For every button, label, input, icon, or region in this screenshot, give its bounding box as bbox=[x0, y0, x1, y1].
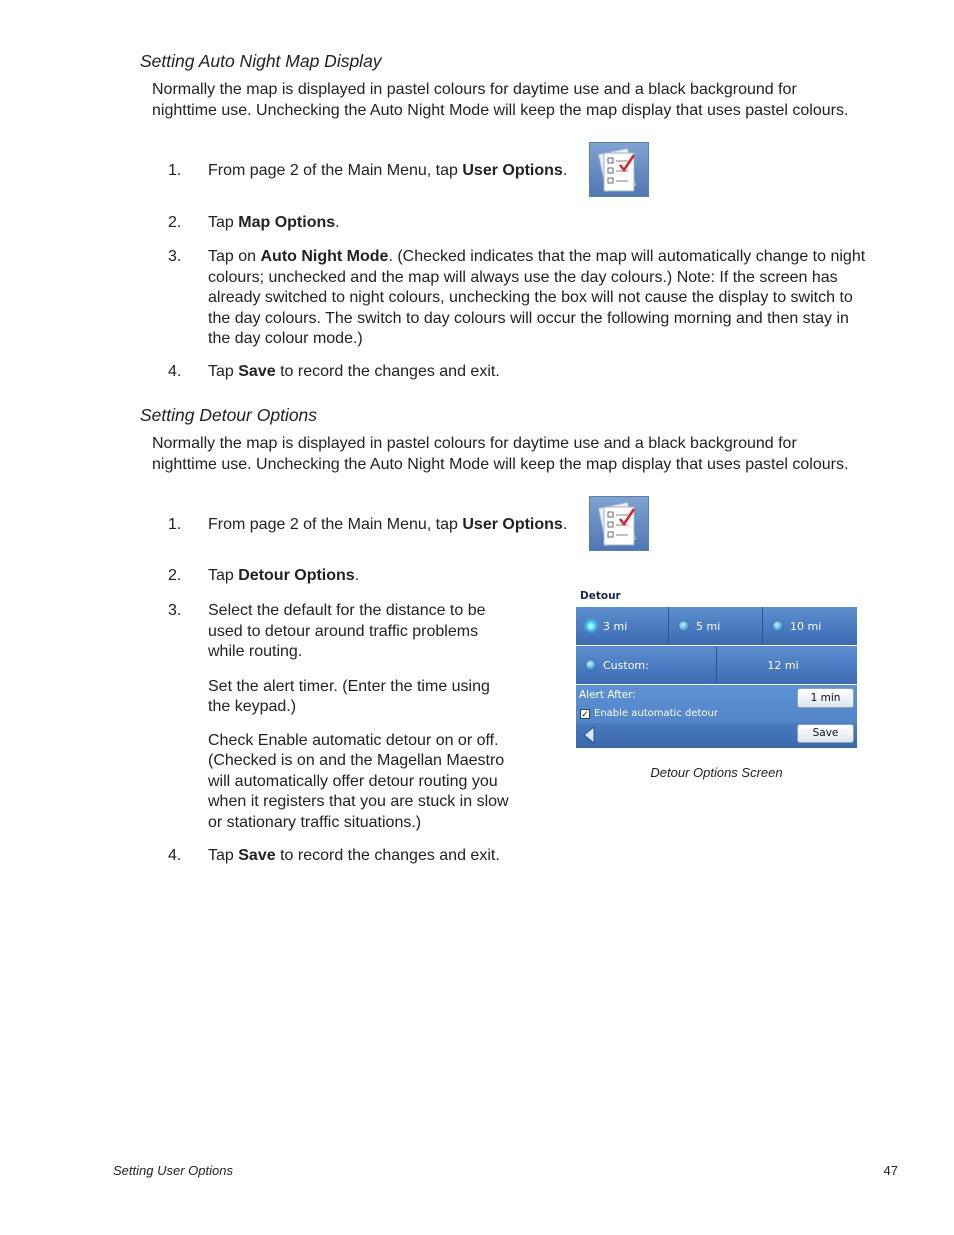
step-2 bbox=[168, 213, 928, 235]
distance-row bbox=[576, 607, 857, 645]
radio-selected-icon bbox=[586, 621, 596, 631]
ui-term: User Options bbox=[462, 162, 563, 179]
intro-line: nighttime use. Unchecking the Auto Night Mode will keep the map display that uses pastel colours. bbox=[152, 455, 849, 473]
enable-detour-checkbox[interactable]: ✓ bbox=[581, 710, 589, 720]
step-text: Tap Detour Options. bbox=[208, 567, 360, 584]
step-4 bbox=[168, 846, 668, 868]
intro-line: Normally the map is displayed in pastel colours for daytime use and a black background for bbox=[152, 81, 797, 98]
ui-term: Save bbox=[238, 847, 276, 864]
alert-timer-button[interactable]: 1 min bbox=[797, 688, 854, 708]
step-text: Tap Save to record the changes and exit. bbox=[208, 363, 500, 380]
ui-term: Auto Night Mode bbox=[260, 248, 389, 265]
radio-option-10mi[interactable]: 10 mi bbox=[763, 607, 857, 645]
user-options-icon bbox=[589, 142, 649, 197]
step-number: 3. bbox=[168, 602, 182, 619]
step-3 bbox=[168, 601, 548, 841]
step-number: 4. bbox=[168, 363, 182, 380]
step-number: 3. bbox=[168, 248, 182, 265]
step-number: 1. bbox=[168, 162, 182, 179]
custom-distance-value[interactable]: 12 mi bbox=[767, 658, 799, 672]
step-1 bbox=[168, 161, 928, 183]
footer-section-title: Setting User Options bbox=[113, 1163, 233, 1178]
user-options-icon bbox=[589, 496, 649, 551]
detour-options-screenshot bbox=[576, 588, 857, 748]
step-number: 1. bbox=[168, 516, 182, 533]
save-button[interactable]: Save bbox=[797, 724, 854, 743]
radio-option-3mi[interactable]: 3 mi bbox=[576, 607, 669, 645]
step-text: From page 2 of the Main Menu, tap User Options. bbox=[208, 516, 568, 533]
step-4 bbox=[168, 362, 928, 384]
radio-icon bbox=[586, 660, 596, 670]
ui-term: Map Options bbox=[238, 214, 336, 231]
step-text: Select the default for the distance to be used to detour around traffic problems while routing. Set the alert timer. (Enter the time using the keypad.) Check Enable automatic detour on or off. (Checked is on and the Magellan Maestro will automatically offer detour routing you when it registers that you are stuck in slow or stationary traffic situations.) bbox=[208, 602, 509, 831]
ui-term: User Options bbox=[462, 516, 563, 533]
radio-option-5mi[interactable]: 5 mi bbox=[669, 607, 763, 645]
custom-row bbox=[576, 646, 857, 684]
step-number: 4. bbox=[168, 847, 182, 864]
intro-line: Normally the map is displayed in pastel colours for daytime use and a black background for bbox=[152, 435, 797, 452]
intro-line: nighttime use. Unchecking the Auto Night Mode will keep the map display that uses pastel colours. bbox=[152, 101, 849, 119]
screen-title: Detour bbox=[580, 590, 621, 602]
radio-option-custom[interactable]: Custom: bbox=[576, 646, 717, 684]
figure-caption: Detour Options Screen bbox=[650, 765, 783, 780]
step-2 bbox=[168, 566, 668, 588]
step-text: Tap Save to record the changes and exit. bbox=[208, 847, 500, 864]
step-number: 2. bbox=[168, 567, 182, 584]
alert-panel bbox=[576, 685, 857, 748]
back-arrow-icon[interactable] bbox=[582, 726, 596, 744]
page-number: 47 bbox=[883, 1163, 898, 1178]
section-heading-detour: Setting Detour Options bbox=[140, 405, 318, 425]
step-3 bbox=[168, 247, 928, 351]
step-1 bbox=[168, 515, 928, 537]
section-heading-auto-night: Setting Auto Night Map Display bbox=[140, 51, 382, 71]
step-number: 2. bbox=[168, 214, 182, 231]
ui-term: Detour Options bbox=[238, 567, 355, 584]
radio-icon bbox=[773, 621, 783, 631]
enable-detour-label: Enable automatic detour bbox=[594, 708, 718, 719]
ui-term: Save bbox=[238, 363, 276, 380]
alert-label: Alert After: bbox=[579, 689, 636, 701]
section-intro-detour bbox=[152, 434, 902, 475]
step-text: Tap on Auto Night Mode. (Checked indicates that the map will automatically change to night colours; unchecked and the map will always use the day colours.) Note: If the screen has already switched to night colours, unchecking the box will not cause the display to switch to the day colours. The switch to day colours will occur the following morning and then stay in the day colour mode.) bbox=[208, 248, 866, 347]
radio-icon bbox=[679, 621, 689, 631]
step-text: Tap Map Options. bbox=[208, 214, 340, 231]
section-intro-auto-night bbox=[152, 80, 902, 121]
step-text: From page 2 of the Main Menu, tap User Options. bbox=[208, 162, 568, 179]
